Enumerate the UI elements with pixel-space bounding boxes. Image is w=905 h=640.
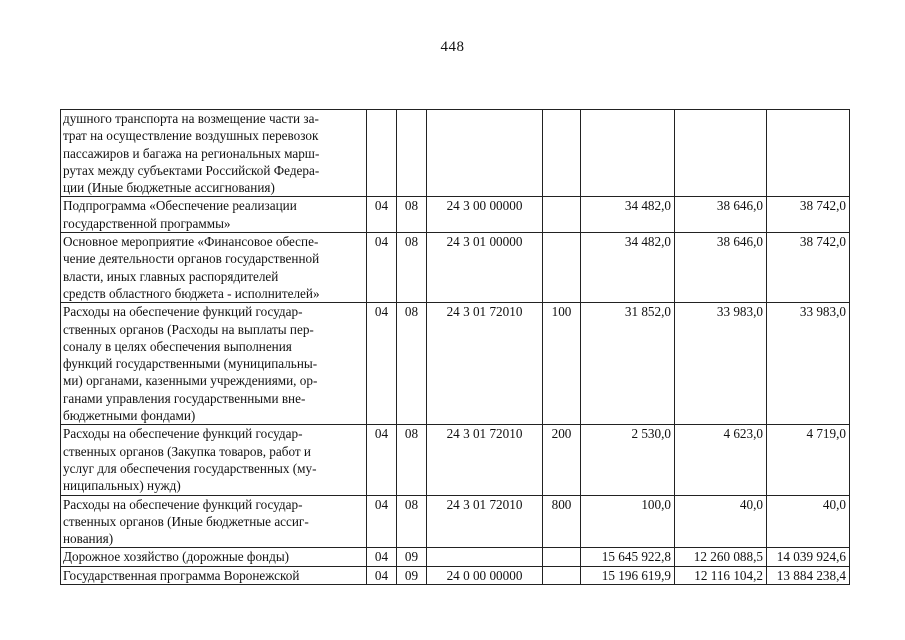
row-name: Расходы на обеспечение функций государ- ственных органов (Закупка товаров, работ и услуг для обеспечения государственных (му- ниципальных) нужд) — [61, 425, 367, 495]
row-name: Подпрограмма «Обеспечение реализации государственной программы» — [61, 197, 367, 233]
row-section: 04 — [367, 495, 397, 548]
row-expense-type — [543, 233, 581, 303]
table-row — [61, 110, 850, 197]
row-section: 04 — [367, 303, 397, 425]
row-amount-year-3: 40,0 — [767, 495, 850, 548]
budget-table — [60, 109, 850, 585]
row-subsection: 09 — [397, 548, 427, 566]
row-expense-type — [543, 566, 581, 584]
row-expense-type: 100 — [543, 303, 581, 425]
row-amount-year-2: 40,0 — [675, 495, 767, 548]
row-amount-year-1: 34 482,0 — [581, 233, 675, 303]
row-name: Дорожное хозяйство (дорожные фонды) — [61, 548, 367, 566]
table-row — [61, 566, 850, 584]
row-expense-type — [543, 548, 581, 566]
row-amount-year-2 — [675, 110, 767, 197]
row-amount-year-2: 12 116 104,2 — [675, 566, 767, 584]
row-expense-type: 800 — [543, 495, 581, 548]
row-amount-year-2: 12 260 088,5 — [675, 548, 767, 566]
row-section: 04 — [367, 566, 397, 584]
row-target-article — [427, 110, 543, 197]
row-subsection — [397, 110, 427, 197]
row-name: Расходы на обеспечение функций государ- ственных органов (Расходы на выплаты пер- соналу в целях обеспечения выполнения функций государственными (муниципальны- ми) органами, казенными учреждениями, ор- ганами управления государственными вне- бюджетными фондами) — [61, 303, 367, 425]
row-amount-year-1: 15 645 922,8 — [581, 548, 675, 566]
row-amount-year-2: 33 983,0 — [675, 303, 767, 425]
row-subsection: 08 — [397, 425, 427, 495]
row-name: Основное мероприятие «Финансовое обеспе- чение деятельности органов государственной власти, иных главных распорядителей средств областного бюджета - исполнителей» — [61, 233, 367, 303]
row-target-article: 24 3 01 72010 — [427, 495, 543, 548]
row-section: 04 — [367, 233, 397, 303]
row-section: 04 — [367, 548, 397, 566]
row-expense-type — [543, 197, 581, 233]
row-amount-year-2: 38 646,0 — [675, 233, 767, 303]
row-target-article: 24 3 01 00000 — [427, 233, 543, 303]
row-amount-year-1 — [581, 110, 675, 197]
row-subsection: 08 — [397, 495, 427, 548]
row-expense-type: 200 — [543, 425, 581, 495]
row-amount-year-3: 14 039 924,6 — [767, 548, 850, 566]
row-amount-year-1: 2 530,0 — [581, 425, 675, 495]
row-amount-year-3 — [767, 110, 850, 197]
row-amount-year-2: 4 623,0 — [675, 425, 767, 495]
row-amount-year-1: 34 482,0 — [581, 197, 675, 233]
page-number: 448 — [440, 39, 465, 55]
table-row — [61, 197, 850, 233]
row-amount-year-3: 4 719,0 — [767, 425, 850, 495]
row-amount-year-3: 38 742,0 — [767, 233, 850, 303]
row-name: Расходы на обеспечение функций государ- ственных органов (Иные бюджетные ассиг- нования) — [61, 495, 367, 548]
row-subsection: 08 — [397, 303, 427, 425]
row-target-article: 24 3 01 72010 — [427, 303, 543, 425]
row-amount-year-3: 38 742,0 — [767, 197, 850, 233]
row-target-article: 24 3 00 00000 — [427, 197, 543, 233]
row-name: Государственная программа Воронежской — [61, 566, 367, 584]
row-subsection: 08 — [397, 197, 427, 233]
table-row — [61, 303, 850, 425]
table-row — [61, 233, 850, 303]
table-row — [61, 425, 850, 495]
row-amount-year-1: 15 196 619,9 — [581, 566, 675, 584]
table-row — [61, 495, 850, 548]
row-amount-year-1: 100,0 — [581, 495, 675, 548]
row-subsection: 09 — [397, 566, 427, 584]
row-target-article — [427, 548, 543, 566]
row-section: 04 — [367, 425, 397, 495]
row-amount-year-2: 38 646,0 — [675, 197, 767, 233]
row-target-article: 24 3 01 72010 — [427, 425, 543, 495]
table-body — [61, 110, 850, 585]
row-section — [367, 110, 397, 197]
row-expense-type — [543, 110, 581, 197]
row-amount-year-3: 33 983,0 — [767, 303, 850, 425]
row-section: 04 — [367, 197, 397, 233]
row-amount-year-1: 31 852,0 — [581, 303, 675, 425]
row-amount-year-3: 13 884 238,4 — [767, 566, 850, 584]
row-subsection: 08 — [397, 233, 427, 303]
row-name: душного транспорта на возмещение части за- трат на осуществление воздушных перевозок пассажиров и багажа на региональных марш- рутах между субъектами Российской Федера- ции (Иные бюджетные ассигнования) — [61, 110, 367, 197]
row-target-article: 24 0 00 00000 — [427, 566, 543, 584]
table-row — [61, 548, 850, 566]
